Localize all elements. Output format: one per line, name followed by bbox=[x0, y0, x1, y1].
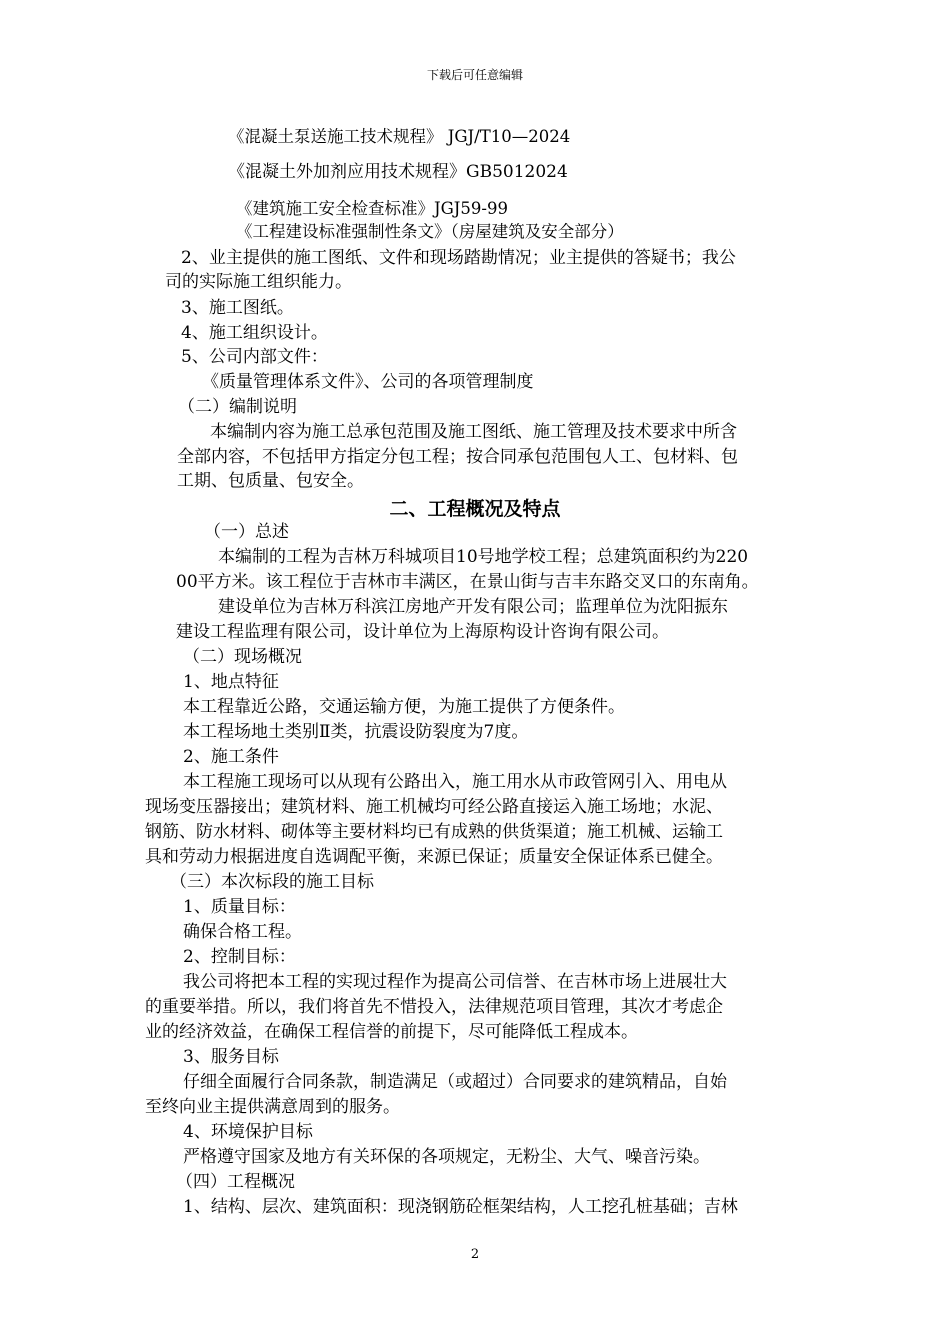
text-line: 司的实际施工组织能力。 bbox=[165, 272, 352, 292]
text-line: （二）现场概况 bbox=[183, 647, 302, 667]
text-line: 4、施工组织设计。 bbox=[181, 323, 328, 343]
text-line: 建设单位为吉林万科滨江房地产开发有限公司；监理单位为沈阳振东 bbox=[218, 597, 728, 617]
text-line: 《工程建设标准强制性条文》（房屋建筑及安全部分） bbox=[236, 222, 624, 241]
text-line: 2、业主提供的施工图纸、文件和现场踏勘情况；业主提供的答疑书；我公 bbox=[181, 248, 736, 268]
text-line: 5、公司内部文件： bbox=[181, 347, 328, 367]
text-line: 4、环境保护目标 bbox=[183, 1122, 313, 1142]
text-line: 《质量管理体系文件》、公司的各项管理制度 bbox=[202, 372, 534, 392]
text-line: 具和劳动力根据进度自选调配平衡，来源已保证；质量安全保证体系已健全。 bbox=[145, 847, 723, 867]
text-line: 00平方米。该工程位于吉林市丰满区，在景山街与吉丰东路交叉口的东南角。 bbox=[176, 572, 759, 592]
text-line: 1、地点特征 bbox=[183, 672, 279, 692]
text-line: 本工程靠近公路，交通运输方便，为施工提供了方便条件。 bbox=[183, 697, 625, 717]
text-line: （四）工程概况 bbox=[176, 1172, 295, 1192]
text-line: 本编制内容为施工总承包范围及施工图纸、施工管理及技术要求中所含 bbox=[210, 422, 737, 442]
text-line: 《建筑施工安全检查标准》JGJ59-99 bbox=[236, 199, 508, 218]
text-line: 我公司将把本工程的实现过程作为提高公司信誉、在吉林市场上进展壮大 bbox=[183, 972, 727, 992]
text-line: 3、服务目标 bbox=[183, 1047, 279, 1067]
text-line: （三）本次标段的施工目标 bbox=[170, 872, 374, 892]
text-line: 钢筋、防水材料、砌体等主要材料均已有成熟的供货渠道；施工机械、运输工 bbox=[145, 822, 723, 842]
text-line: 业的经济效益，在确保工程信誉的前提下，尽可能降低工程成本。 bbox=[145, 1022, 638, 1042]
text-line: 的重要举措。所以，我们将首先不惜投入，法律规范项目管理，其次才考虑企 bbox=[145, 997, 723, 1017]
section-heading: 二、工程概况及特点 bbox=[389, 498, 561, 520]
page-header: 下载后可任意编辑 bbox=[426, 68, 523, 82]
text-line: 建设工程监理有限公司，设计单位为上海原构设计咨询有限公司。 bbox=[176, 622, 669, 642]
text-line: 本工程施工现场可以从现有公路出入，施工用水从市政管网引入、用电从 bbox=[183, 772, 727, 792]
text-line: （二）编制说明 bbox=[178, 397, 297, 417]
text-line: 《混凝土泵送施工技术规程》 JGJ/T10—2024 bbox=[228, 127, 571, 146]
page-number: 2 bbox=[470, 1247, 480, 1262]
text-line: （一）总述 bbox=[204, 522, 289, 542]
text-line: 本工程场地土类别Ⅱ类，抗震设防裂度为7度。 bbox=[183, 722, 529, 742]
text-line: 严格遵守国家及地方有关环保的各项规定，无粉尘、大气、噪音污染。 bbox=[183, 1147, 710, 1167]
text-line: 现场变压器接出；建筑材料、施工机械均可经公路直接运入施工场地；水泥、 bbox=[145, 797, 723, 817]
text-line: 2、施工条件 bbox=[183, 747, 279, 767]
text-line: 本编制的工程为吉林万科城项目10号地学校工程；总建筑面积约为220 bbox=[218, 547, 749, 567]
text-line: 确保合格工程。 bbox=[183, 922, 302, 942]
text-line: 仔细全面履行合同条款，制造满足（或超过）合同要求的建筑精品，自始 bbox=[183, 1072, 727, 1092]
text-line: 全部内容，不包括甲方指定分包工程；按合同承包范围包人工、包材料、包 bbox=[177, 447, 738, 467]
text-line: 1、质量目标： bbox=[183, 897, 296, 917]
text-line: 《混凝土外加剂应用技术规程》GB5012024 bbox=[228, 162, 568, 182]
text-line: 工期、包质量、包安全。 bbox=[177, 471, 364, 491]
text-line: 1、结构、层次、建筑面积：现浇钢筋砼框架结构，人工挖孔桩基础；吉林 bbox=[183, 1197, 738, 1217]
text-line: 2、控制目标： bbox=[183, 947, 296, 967]
text-line: 至终向业主提供满意周到的服务。 bbox=[145, 1097, 400, 1117]
text-line: 3、施工图纸。 bbox=[181, 298, 294, 318]
